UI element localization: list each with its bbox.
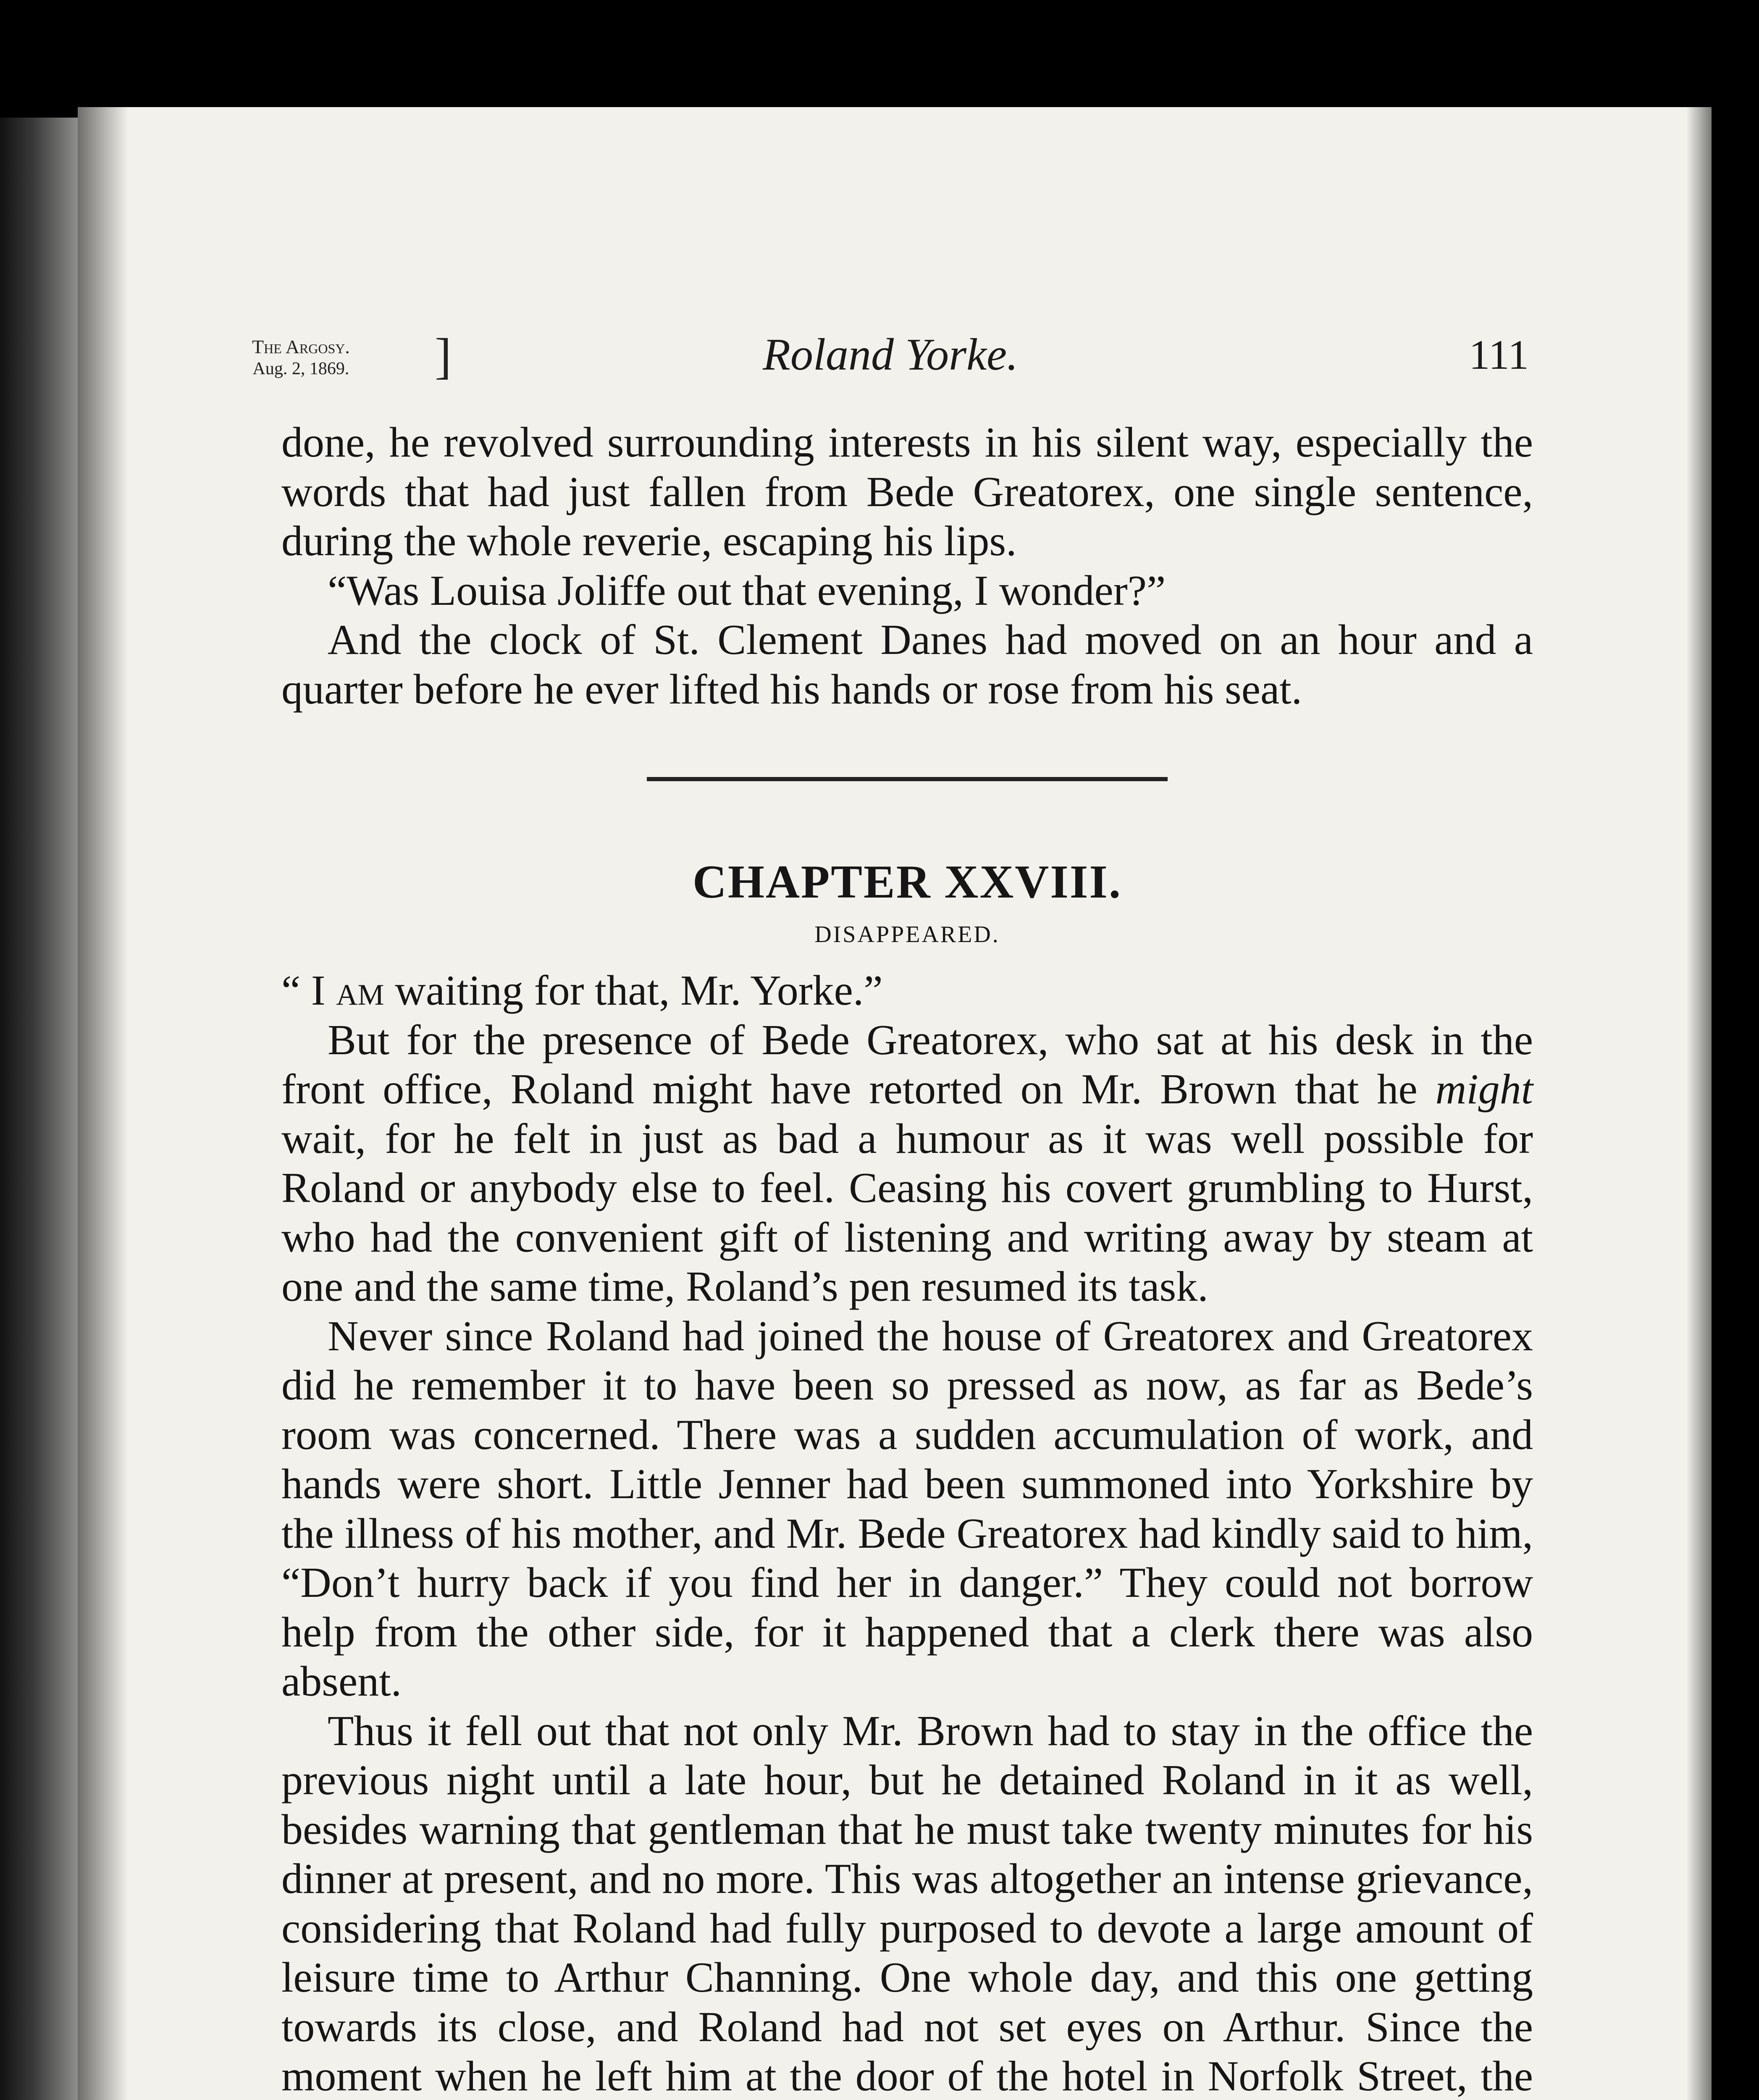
imprint-bracket: ]	[435, 328, 452, 384]
paragraph: And the clock of St. Clement Danes had moved on an hour and a quarter before he ever lifted his hands or rose from his seat.	[281, 616, 1533, 713]
opening-quote-mark: “	[281, 967, 311, 1014]
chapter-subtitle: DISAPPEARED.	[814, 921, 1000, 948]
section-rule	[647, 777, 1168, 781]
facing-page-edge	[0, 118, 84, 2100]
page-edge-shadow	[1686, 107, 1712, 2100]
paragraph-quote: “Was Louisa Joliffe out that evening, I wonder?”	[328, 567, 1166, 614]
opening-words: I am	[311, 967, 384, 1014]
issue-date: Aug. 2, 1869.	[252, 359, 349, 378]
running-title: Roland Yorke.	[762, 330, 1019, 380]
body-text	[281, 418, 1533, 2100]
paragraph-text: wait, for he felt in just as bad a humour as it was well possible for Roland or anybody else to feel. Ceasing his covert grumbling to Hurst, who had the convenient gift of listening and writing away by steam at one and the same time, Roland’s pen resumed its task.	[281, 1115, 1533, 1310]
paragraph: Thus it fell out that not only Mr. Brown had to stay in the office the previous night until a late hour, but he detained Roland in it as well, besides warning that gentleman that he must take twenty minutes for his dinner at present, and no more. This was altogether an intense grievance, considering that Roland had fully purposed to devote a large amount of leisure time to Arthur Channing. One whole day, and this one getting towards its close, and Roland had not set eyes on Arthur. Since the moment when he left him at the door of the hotel in Norfolk Street, the	[281, 1707, 1533, 2100]
paragraph-continued: done, he revolved surrounding interests in his silent way, especially the words that had just fallen from Bede Greatorex, one single sentence, during the whole reverie, escaping his lips.	[281, 419, 1533, 565]
chapter-opening-line	[281, 966, 1533, 1016]
emphasized-word: might	[1435, 1066, 1533, 1113]
paragraph-text: But for the presence of Bede Greatorex, who sat at his desk in the front office, Roland might have retorted on Mr. Brown that he	[281, 1016, 1533, 1113]
page-number: 111	[1469, 331, 1529, 378]
chapter-title: CHAPTER XXVIII.	[693, 856, 1122, 908]
book-page	[78, 107, 1712, 2100]
opening-rest: waiting for that, Mr. Yorke.”	[384, 967, 883, 1014]
paragraph	[281, 1016, 1533, 1312]
paragraph: Never since Roland had joined the house of Greatorex and Greatorex did he remember it to have been so pressed as now, as far as Bede’s room was concerned. There was a sudden accumulation of work, and hands were short. Little Jenner had been summoned into Yorkshire by the illness of his mother, and Mr. Bede Greatorex had kindly said to him, “Don’t hurry back if you find her in danger.” They could not borrow help from the other side, for it happened that a clerk there was also absent.	[281, 1312, 1533, 1705]
gutter-shadow	[78, 107, 128, 2100]
running-head	[252, 328, 1529, 395]
magazine-name: The Argosy.	[252, 336, 350, 357]
